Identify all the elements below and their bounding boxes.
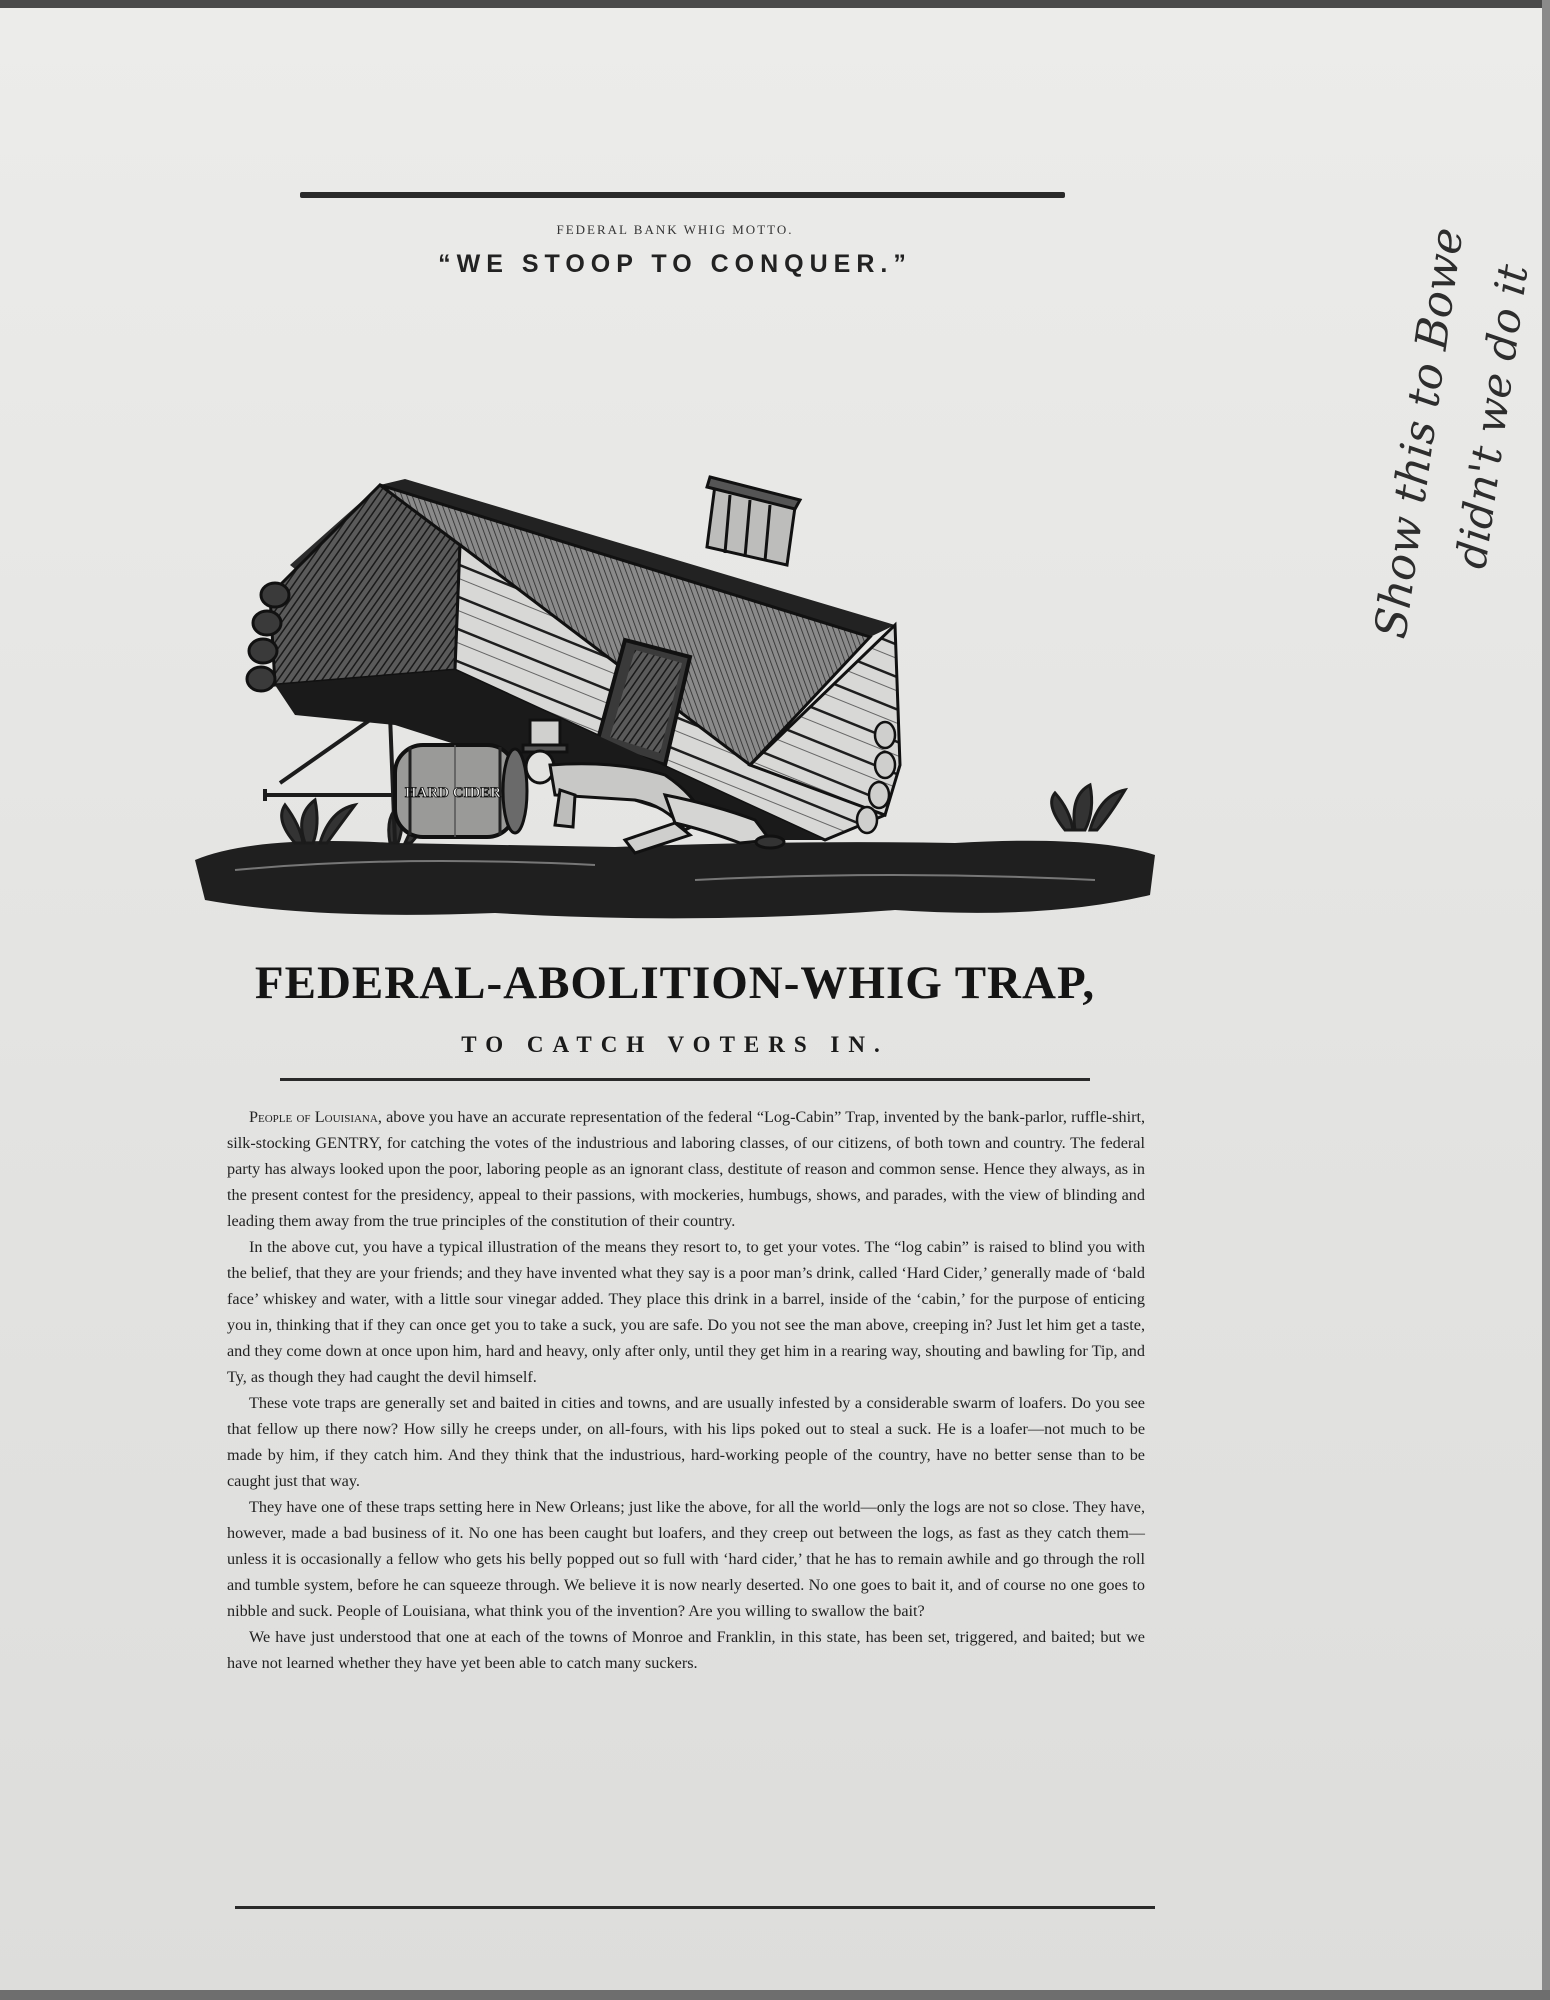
body-text [227, 1104, 1145, 1676]
plant-right [1052, 785, 1125, 830]
paragraph-3: These vote traps are generally set and baited in cities and towns, and are usually infested by a considerable swarm of loafers. Do you see that fellow up there now? How silly he creeps under, on all-fours, with his lips poked out to steal a suck. He is a loafer—not much to be made by him, if they catch him. And they think that the industrious, hard-working people of the country, have no better sense than to be caught just that way. [227, 1394, 1145, 1490]
paragraph-2: In the above cut, you have a typical illustration of the means they resort to, to get your votes. The “log cabin” is raised to blind you with the belief, that they are your friends; and they have invented what they say is a poor man’s drink, called ‘Hard Cider,’ generally made of ‘bald face’ whiskey and water, with a little sour vinegar added. They place this drink in a barrel, inside of the ‘cabin,’ for the purpose of enticing you in, thinking that if they can once get you to take a suck, you are safe. Do you not see the man above, creeping in? Just let him get a taste, and they come down at once upon him, hard and heavy, only after only, until they get him in a rearing way, shouting and bawling for Tip, and Ty, as though they had caught the devil himself. [227, 1238, 1145, 1386]
scan-top-edge [0, 0, 1550, 8]
ground [195, 841, 1155, 919]
motto-label: FEDERAL BANK WHIG MOTTO. [556, 222, 794, 237]
scan-bottom-edge [0, 1990, 1550, 2000]
motto: “WE STOOP TO CONQUER.” [438, 250, 912, 278]
middle-rule [280, 1078, 1090, 1081]
chimney [707, 477, 800, 565]
barrel-label: HARD CIDER [404, 785, 502, 801]
paragraph-4: They have one of these traps setting here in New Orleans; just like the above, for all the world—only the logs are not so close. They have, however, made a bad business of it. No one has been caught but loafers, and they creep out between the logs, as fast as they catch them—unless it is occasionally a fellow who gets his belly popped out so full with ‘hard cider,’ that he has to remain awhile and go through the roll and tumble system, before he can squeeze through. We believe it is now nearly deserted. No one goes to bait it, and of course no one goes to nibble and suck. People of Louisiana, what think you of the invention? Are you willing to swallow the bait? [227, 1498, 1145, 1620]
top-rule [300, 192, 1065, 198]
handwritten-note [1320, 50, 1550, 650]
subtitle: TO CATCH VOTERS IN. [461, 1032, 889, 1057]
paragraph-1-lead: People of Louisiana, [249, 1108, 382, 1126]
main-title: FEDERAL-ABOLITION-WHIG TRAP, [254, 957, 1096, 1009]
plant-left [282, 800, 355, 843]
paragraph-5: We have just understood that one at each of the towns of Monroe and Franklin, in this state, has been set, triggered, and baited; but we have not learned whether they have yet been able to catch many suckers. [227, 1628, 1145, 1672]
paragraph-1-text: above you have an accurate representation of the federal “Log-Cabin” Trap, invented by the bank-parlor, ruffle-shirt, silk-stocking GENTRY, for catching the votes of the industrious and laboring classes, of our citizens, of both town and country. The federal party has always looked upon the poor, laboring people as an ignorant class, destitute of reason and common sense. Hence they always, as in the present contest for the presidency, appeal to their passions, with mockeries, humbugs, shows, and parades, with the view of blinding and leading them away from the true principles of the constitution of their country. [227, 1108, 1146, 1230]
paragraph-1 [227, 1104, 1145, 1234]
handwritten-line-2: didn't we do it [1446, 261, 1538, 572]
log-cabin-trap-woodcut [195, 295, 1155, 935]
handwritten-line-1: Show this to Bowe [1365, 224, 1474, 642]
hard-cider-barrel [395, 745, 527, 837]
broadside [195, 170, 1155, 1930]
bottom-rule [235, 1906, 1155, 1909]
